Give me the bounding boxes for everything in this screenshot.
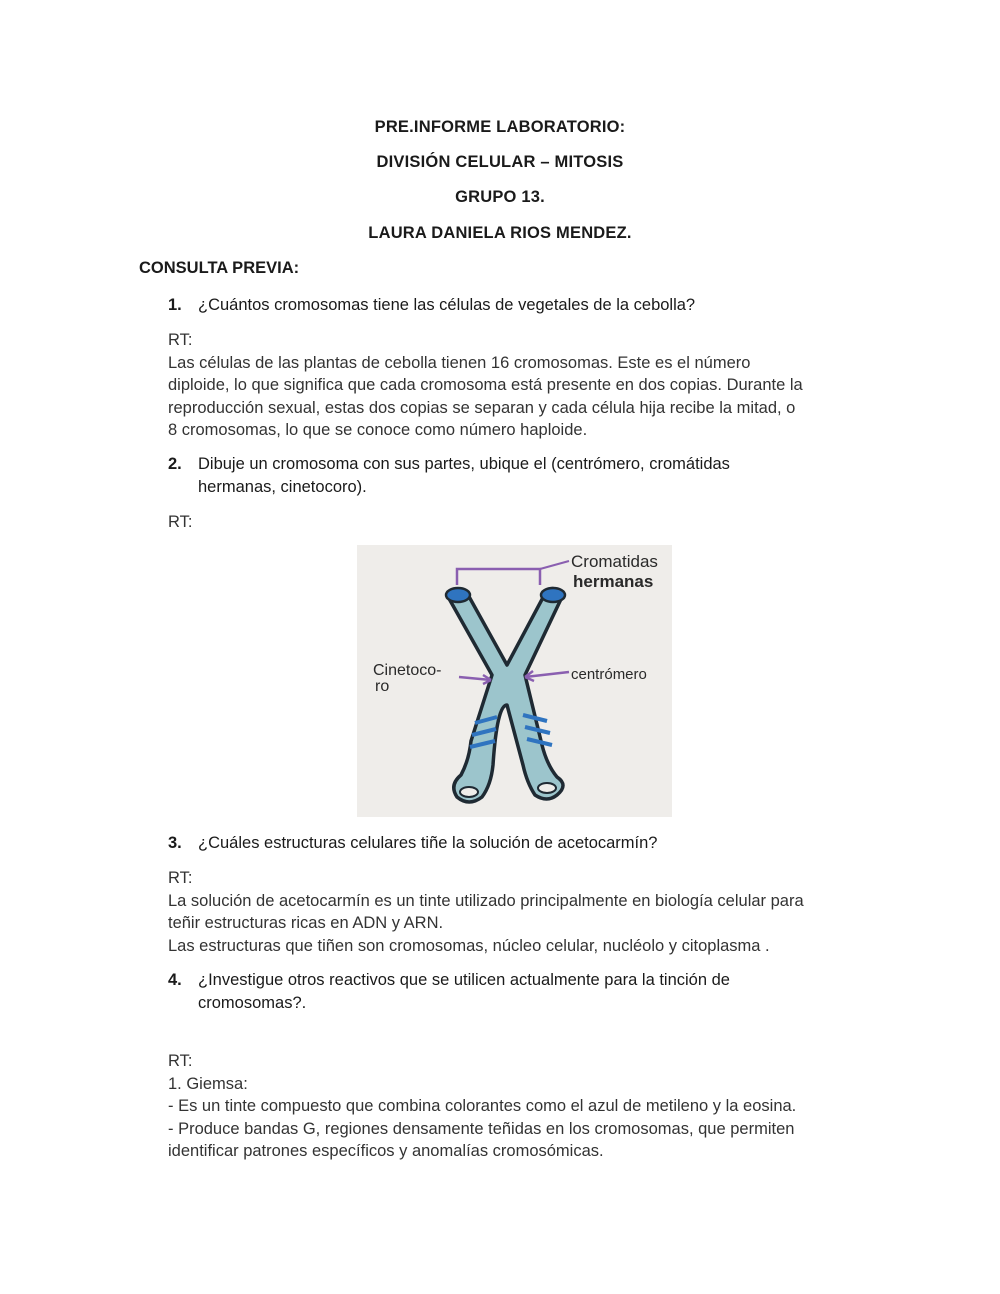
rt-label: RT: — [168, 331, 193, 349]
question-text: ¿Cuántos cromosomas tiene las células de vegetales de la cebolla? — [198, 296, 696, 314]
answer-line: 1. Giemsa: — [168, 1074, 248, 1093]
answer-line: - Es un tinte compuesto que combina colorantes como el azul de metileno y la eosina. — [168, 1097, 797, 1115]
question-number: 4. — [168, 971, 182, 989]
label-centromero: centrómero — [571, 666, 647, 683]
answer-line: Las estructuras que tiñen son cromosomas, núcleo celular, nucléolo y citoplasma . — [168, 936, 770, 955]
section-title: CONSULTA PREVIA: — [139, 259, 300, 277]
label-hermanas: hermanas — [573, 572, 654, 591]
question-text: ¿Cuáles estructuras celulares tiñe la solución de acetocarmín? — [198, 834, 658, 852]
answer-line: reproducción sexual, estas dos copias se separan y cada célula hija recibe la mitad, o — [168, 398, 796, 417]
label-cinetocoro: Cinetoco- — [373, 662, 442, 679]
answer-line: - Produce bandas G, regiones densamente teñidas en los cromosomas, que permiten — [168, 1119, 795, 1138]
answer-1 — [168, 329, 868, 442]
question-number: 1. — [168, 296, 182, 314]
chromosome-drawing — [357, 545, 672, 817]
rt-label: RT: — [168, 1052, 193, 1070]
answer-line: Las células de las plantas de cebolla tienen 16 cromosomas. Este es el número — [168, 353, 751, 372]
question-number: 3. — [168, 834, 182, 852]
question-text: Dibuje un cromosoma con sus partes, ubique el (centrómero, cromátidas hermanas, cinetocoro). — [198, 455, 730, 496]
question-1 — [168, 294, 868, 317]
question-3 — [168, 832, 868, 855]
header-group: GRUPO 13. — [455, 188, 545, 206]
answer-line: diploide, lo que significa que cada cromosoma está presente en dos copias. Durante la — [168, 376, 803, 394]
answer-line: 8 cromosomas, lo que se conoce como número haploide. — [168, 421, 588, 439]
answer-4 — [168, 1050, 868, 1163]
chromatid-tip — [538, 783, 556, 793]
chromatid-tip — [460, 787, 478, 797]
label-cromatidas: Cromatidas — [571, 552, 658, 571]
rt-label: RT: — [168, 513, 193, 531]
question-2 — [168, 453, 808, 499]
question-4 — [168, 969, 808, 1015]
header-title: PRE.INFORME LABORATORIO: — [374, 118, 626, 136]
answer-line: teñir estructuras ricas en ADN y ARN. — [168, 914, 444, 932]
question-text: ¿Investigue otros reactivos que se utilicen actualmente para la tinción de cromosomas?. — [198, 971, 730, 1012]
header-subtitle: DIVISIÓN CELULAR – MITOSIS — [376, 153, 624, 171]
answer-line: La solución de acetocarmín es un tinte utilizado principalmente en biología celular para — [168, 891, 804, 910]
header-author: LAURA DANIELA RIOS MENDEZ. — [368, 224, 632, 242]
chromatid-tip — [541, 588, 565, 602]
rt-label: RT: — [168, 869, 193, 887]
label-cinetocoro-end: ro — [375, 678, 390, 695]
question-number: 2. — [168, 455, 182, 473]
chromatid-tip — [446, 588, 470, 602]
answer-line: identificar patrones específicos y anomalías cromosómicas. — [168, 1142, 604, 1160]
answer-3 — [168, 867, 868, 957]
